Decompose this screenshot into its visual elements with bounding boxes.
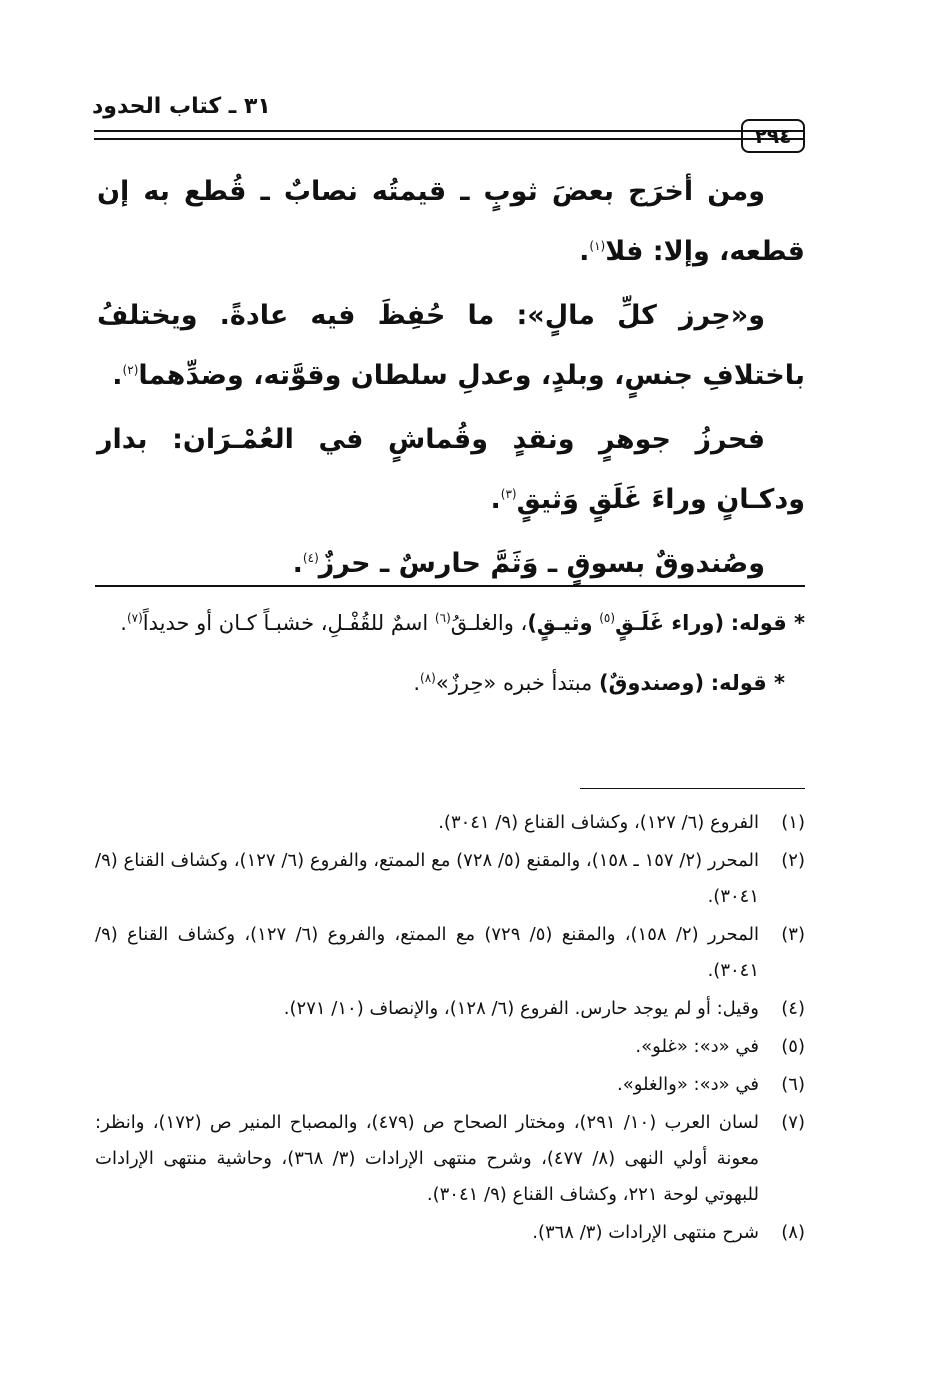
main-text	[97, 162, 805, 598]
footnote: (٢) المحرر (٢/ ١٥٧ ـ ١٥٨)، والمقنع (٥/ ٧٢٨) مع الممتع، والفروع (٦/ ١٢٧)، وكشاف القناع (٩/ ٣٠٤١).	[95, 850, 805, 907]
header-rule-top	[94, 130, 805, 132]
footnote: (٤) وقيل: أو لم يوجد حارس. الفروع (٦/ ١٢٨)، والإنصاف (١٠/ ٢٧١).	[283, 998, 805, 1019]
footnote: (٥) في «د»: «غلو».	[635, 1036, 805, 1057]
commentary	[97, 600, 805, 720]
main-paragraph-2: و«حِرز كلِّ مالٍ»: ما حُفِظَ فيه عادةً. ويختلفُ باختلافِ جنسٍ، وبلدٍ، وعدلِ سلطان وقوَّته، وضدِّهما$^{(٢)}$.	[97, 300, 805, 391]
header-rule-bottom	[94, 138, 805, 140]
footnote: (٧) لسان العرب (١٠/ ٢٩١)، ومختار الصحاح ص (٤٧٩)، والمصباح المنير ص (١٧٢)، وانظر: معونة أولي النهى (٨/ ٤٧٧)، وشرح منتهى الإرادات (٣/ ٣٦٨)، وحاشية منتهى الإرادات للبهوتي لوحة ٢٢١، وكشاف القناع (٩/ ٣٠٤١).	[95, 1112, 805, 1205]
running-header-title: ٣١ ـ كتاب الحدود	[92, 94, 271, 119]
commentary-divider	[95, 585, 805, 587]
main-paragraph-1: ومن أخرَج بعضَ ثوبٍ ـ قيمتُه نصابٌ ـ قُطع به إن قطعه، وإلا: فلا$^{(١)}$.	[97, 176, 805, 267]
main-paragraph-3: فحرزُ جوهرٍ ونقدٍ وقُماشٍ في العُمْـرَان: بدار ودكـانٍ وراءَ غَلَقٍ وَثيقٍ$^{(٣)}$.	[97, 424, 805, 515]
footnote-ref: (٢)	[122, 363, 139, 377]
footnote: (٨) شرح منتهى الإرادات (٣/ ٣٦٨).	[532, 1222, 805, 1243]
footnotes	[95, 805, 805, 1253]
footnote-ref: (٣)	[500, 487, 517, 501]
commentary-paragraph-1: * قوله: (وراء غَلَـقٍ$^{(٥)}$ وثيـقٍ)، والغلـقُ$^{(٦)}$ اسمٌ للقُفْـلِ، خشبـاً كـان أو حديداً$^{(٧)}$.	[120, 611, 805, 635]
footnote-ref: (٤)	[302, 551, 319, 565]
footnote: (٣) المحرر (٢/ ١٥٨)، والمقنع (٥/ ٧٢٩) مع الممتع، والفروع (٦/ ١٢٧)، وكشاف القناع (٩/ ٣٠٤١).	[95, 924, 805, 981]
footnote: (٦) في «د»: «والغلو».	[616, 1074, 805, 1095]
main-paragraph-4: وصُندوقٌ بسوقٍ ـ وَثَمَّ حارسٌ ـ حرزٌ$^{(٤)}$.	[292, 548, 765, 579]
footnote: (١) الفروع (٦/ ١٢٧)، وكشاف القناع (٩/ ٣٠٤١).	[438, 812, 805, 833]
commentary-paragraph-2: * قوله: (وصندوقٌ) مبتدأ خبره «حِرزٌ»$^{(٨)}$.	[413, 671, 785, 695]
footnote-divider	[580, 788, 805, 789]
page-number-box: ٢٩٤	[741, 119, 805, 153]
footnote-ref: (١)	[589, 239, 606, 253]
